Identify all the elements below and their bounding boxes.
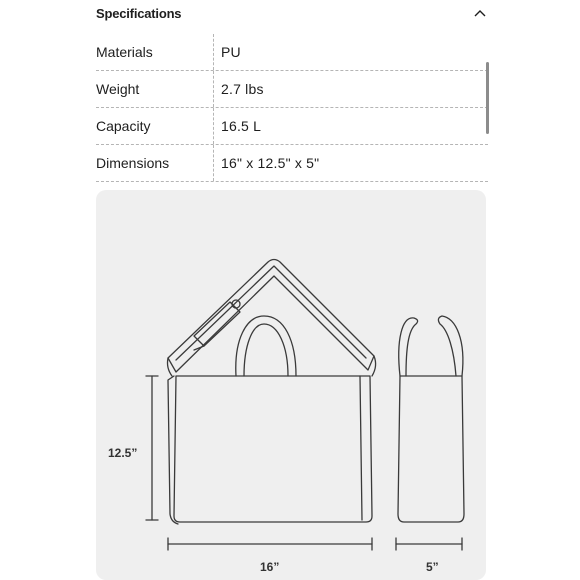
spec-label: Materials: [96, 44, 153, 60]
spec-row-weight: [96, 71, 488, 108]
column-divider: [213, 34, 214, 70]
spec-row-dimensions: [96, 145, 488, 182]
spec-row-capacity: [96, 108, 488, 145]
bag-front-strap: [168, 260, 374, 373]
bag-front-body: [174, 376, 372, 522]
chevron-up-icon[interactable]: [474, 8, 486, 18]
column-divider: [213, 108, 214, 144]
bag-side-strap: [399, 318, 418, 376]
spec-label: Dimensions: [96, 155, 170, 171]
height-label: 12.5”: [108, 446, 138, 460]
spec-value: PU: [221, 44, 241, 60]
width-label: 16”: [260, 560, 280, 574]
specifications-header[interactable]: [96, 0, 490, 32]
spec-value: 16" x 12.5" x 5": [221, 155, 320, 171]
spec-label: Weight: [96, 81, 140, 97]
bag-illustration: [96, 190, 486, 580]
specifications-table: [96, 34, 488, 182]
scrollbar[interactable]: [486, 62, 489, 134]
spec-label: Capacity: [96, 118, 151, 134]
column-divider: [213, 145, 214, 181]
bag-dimensions-diagram: [96, 190, 486, 580]
spec-value: 16.5 L: [221, 118, 262, 134]
depth-label: 5”: [426, 560, 439, 574]
bag-front-side-seam: [168, 376, 178, 524]
strap-pad: [194, 302, 240, 346]
spec-row-materials: [96, 34, 488, 71]
spec-value: 2.7 lbs: [221, 81, 264, 97]
column-divider: [213, 71, 214, 107]
section-title: Specifications: [96, 6, 182, 21]
bag-side-body: [398, 376, 464, 522]
